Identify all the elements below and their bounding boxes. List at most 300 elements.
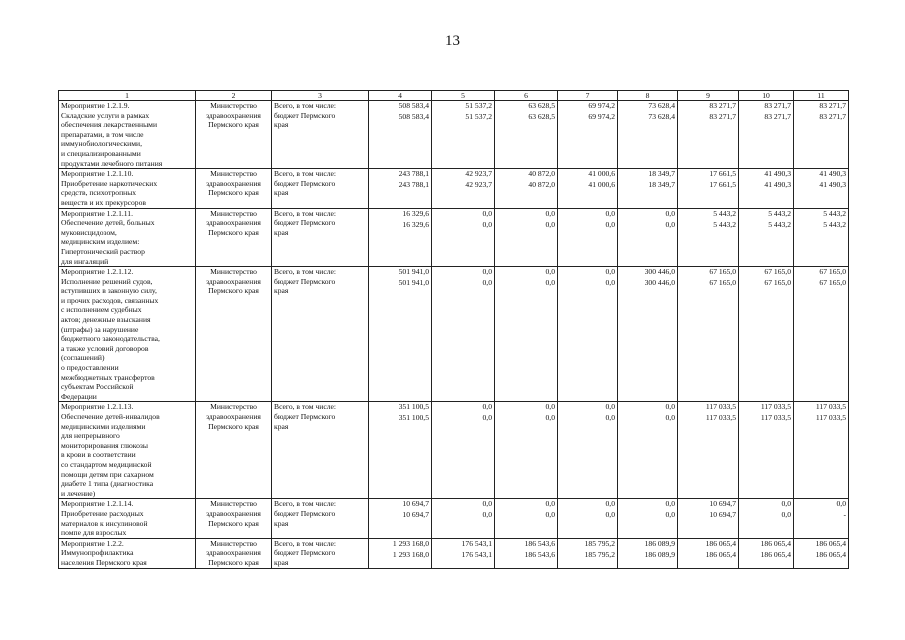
value-cell xyxy=(794,499,849,538)
value-regional-budget: 67 165,0 xyxy=(709,278,736,288)
measure-name-line: и прочих расходов, связанных xyxy=(61,295,159,305)
value-total: 5 443,2 xyxy=(713,208,736,218)
value-cell xyxy=(558,169,618,208)
value-cell xyxy=(739,538,794,568)
value-total: 73 628,4 xyxy=(648,101,675,110)
measure-name-line: средств, психотропных xyxy=(61,188,137,198)
executor-line: Пермского края xyxy=(208,557,259,567)
measure-name-line: вступивших в законную силу, xyxy=(61,286,157,296)
measure-name-line: для непрерывного xyxy=(61,431,120,441)
value-cell xyxy=(794,101,849,169)
funding-source-line: Всего, в том числе: xyxy=(274,208,336,218)
measure-name-line: и лечение) xyxy=(61,488,96,498)
value-cell xyxy=(678,499,739,538)
value-regional-budget: 41 000,6 xyxy=(588,180,615,190)
value-cell xyxy=(558,101,618,169)
value-total: 83 271,7 xyxy=(764,101,791,110)
funding-source-line: края xyxy=(274,557,289,567)
value-total: 117 033,5 xyxy=(815,402,846,412)
funding-source xyxy=(272,499,369,538)
column-header-8: 8 xyxy=(618,91,678,101)
executor-line: Министерство xyxy=(210,402,257,412)
executor-line: Пермского края xyxy=(208,227,259,237)
table-row xyxy=(59,169,849,208)
value-cell xyxy=(369,402,432,499)
header-row xyxy=(59,91,849,101)
measure-name-line: Мероприятие 1.2.1.12. xyxy=(61,267,134,277)
value-regional-budget: 63 628,5 xyxy=(528,112,555,121)
value-regional-budget: - xyxy=(843,510,846,520)
value-cell xyxy=(618,208,678,267)
value-regional-budget: 117 033,5 xyxy=(760,413,791,423)
value-regional-budget: 186 065,4 xyxy=(705,549,736,559)
value-regional-budget: 0,0 xyxy=(605,413,615,423)
value-cell xyxy=(558,402,618,499)
measure-name-line: Гипертонический раствор xyxy=(61,246,145,256)
funding-source-line: Всего, в том числе: xyxy=(274,267,336,277)
value-total: 0,0 xyxy=(482,499,492,509)
value-regional-budget: 186 543,6 xyxy=(524,549,555,559)
value-total: 185 795,2 xyxy=(584,538,615,548)
executor xyxy=(196,101,272,169)
table-row xyxy=(59,402,849,499)
value-regional-budget: 185 795,2 xyxy=(584,549,615,559)
measure-name xyxy=(59,208,196,267)
value-cell xyxy=(495,169,558,208)
value-total: 10 694,7 xyxy=(709,499,736,509)
funding-source-line: бюджет Пермского xyxy=(274,218,336,228)
value-total: 0,0 xyxy=(545,499,555,509)
measure-name-line: веществ и их прекурсоров xyxy=(61,197,146,207)
value-cell xyxy=(794,169,849,208)
measure-name-line: (соглашений) xyxy=(61,353,105,363)
value-regional-budget: 186 065,4 xyxy=(760,549,791,559)
value-total: 41 490,3 xyxy=(764,169,791,179)
value-regional-budget: 0,0 xyxy=(482,413,492,423)
value-total: 117 033,5 xyxy=(760,402,791,412)
funding-source-line: бюджет Пермского xyxy=(274,508,336,518)
column-header-7: 7 xyxy=(558,91,618,101)
funding-source xyxy=(272,101,369,169)
executor-line: Пермского края xyxy=(208,518,259,528)
measure-name-line: медицинскими изделиями xyxy=(61,421,146,431)
value-regional-budget: 117 033,5 xyxy=(815,413,846,423)
table-row xyxy=(59,538,849,568)
value-cell xyxy=(794,267,849,402)
executor xyxy=(196,267,272,402)
executor-line: здравоохранения xyxy=(206,508,261,518)
column-header-5: 5 xyxy=(432,91,495,101)
value-total: 243 788,1 xyxy=(398,169,429,179)
value-cell xyxy=(495,208,558,267)
measure-name-line: муковисцидозом, xyxy=(61,227,117,237)
value-total: 67 165,0 xyxy=(764,267,791,277)
value-total: 18 349,7 xyxy=(648,169,675,179)
measure-name-line: медицинским изделием: xyxy=(61,237,140,247)
measure-name-line: (штрафы) за нарушение xyxy=(61,324,139,334)
value-regional-budget: 0,0 xyxy=(665,219,675,229)
value-total: 0,0 xyxy=(545,402,555,412)
funding-source xyxy=(272,267,369,402)
column-header-6: 6 xyxy=(495,91,558,101)
column-header-3: 3 xyxy=(272,91,369,101)
measure-name-line: обеспечения лекарственными xyxy=(61,120,158,130)
measure-name-line: о предоставлении xyxy=(61,363,119,373)
value-regional-budget: 243 788,1 xyxy=(398,180,429,190)
value-regional-budget: 41 490,3 xyxy=(764,180,791,190)
executor-line: здравоохранения xyxy=(206,548,261,558)
table-row xyxy=(59,208,849,267)
value-total: 0,0 xyxy=(836,499,846,509)
measure-name xyxy=(59,169,196,208)
value-cell xyxy=(794,538,849,568)
value-cell xyxy=(794,208,849,267)
value-cell xyxy=(618,499,678,538)
value-regional-budget: 186 065,4 xyxy=(815,549,846,559)
executor-line: Министерство xyxy=(210,267,257,277)
value-total: 0,0 xyxy=(545,208,555,218)
value-cell xyxy=(739,101,794,169)
funding-source-line: края xyxy=(274,518,289,528)
measure-name-line: мониторирования глюкозы xyxy=(61,440,148,450)
value-cell xyxy=(369,538,432,568)
value-total: 508 583,4 xyxy=(398,101,429,110)
value-regional-budget: 508 583,4 xyxy=(398,112,429,121)
value-regional-budget: 5 443,2 xyxy=(768,219,791,229)
measure-name-line: бюджетного законодательства, xyxy=(61,334,160,344)
value-total: 0,0 xyxy=(605,402,615,412)
value-cell xyxy=(495,267,558,402)
measure-name-line: Складские услуги в рамках xyxy=(61,110,150,120)
value-cell xyxy=(618,267,678,402)
value-total: 67 165,0 xyxy=(709,267,736,277)
executor-line: Пермского края xyxy=(208,286,259,296)
value-cell xyxy=(739,169,794,208)
value-cell xyxy=(618,101,678,169)
measure-name-line: помпе для взрослых xyxy=(61,528,127,538)
value-total: 0,0 xyxy=(665,208,675,218)
executor-line: Министерство xyxy=(210,538,257,548)
value-regional-budget: 0,0 xyxy=(545,413,555,423)
funding-source xyxy=(272,402,369,499)
executor-line: Министерство xyxy=(210,499,257,509)
table-row xyxy=(59,101,849,169)
measure-name-line: помощи детям при сахарном xyxy=(61,469,154,479)
measure-name-line: актов; денежные взыскания xyxy=(61,315,151,325)
measure-name-line: с исполнением судебных xyxy=(61,305,142,315)
value-cell xyxy=(495,402,558,499)
measure-name xyxy=(59,538,196,568)
executor-line: Пермского края xyxy=(208,120,259,130)
funding-source xyxy=(272,208,369,267)
funding-source-line: края xyxy=(274,120,289,130)
value-total: 0,0 xyxy=(781,499,791,509)
measure-name-line: Мероприятие 1.2.1.9. xyxy=(61,101,130,110)
value-cell xyxy=(618,402,678,499)
value-cell xyxy=(432,402,495,499)
value-regional-budget: 10 694,7 xyxy=(709,510,736,520)
value-regional-budget: 0,0 xyxy=(482,278,492,288)
value-total: 16 329,6 xyxy=(402,208,429,218)
value-regional-budget: 42 923,7 xyxy=(465,180,492,190)
column-header-2: 2 xyxy=(196,91,272,101)
value-cell xyxy=(495,499,558,538)
value-cell xyxy=(618,538,678,568)
value-cell xyxy=(558,208,618,267)
executor xyxy=(196,208,272,267)
funding-source-line: бюджет Пермского xyxy=(274,412,336,421)
value-total: 83 271,7 xyxy=(709,101,736,110)
value-total: 186 065,4 xyxy=(760,538,791,548)
measure-name-line: Обеспечение детей, больных xyxy=(61,218,155,228)
value-cell xyxy=(369,101,432,169)
value-regional-budget: 186 089,9 xyxy=(644,549,675,559)
value-total: 0,0 xyxy=(545,267,555,277)
measure-name-line: Федерации xyxy=(61,391,97,401)
funding-source-line: Всего, в том числе: xyxy=(274,169,336,179)
value-regional-budget: 73 628,4 xyxy=(648,112,675,121)
table-body xyxy=(59,101,849,569)
measure-name xyxy=(59,267,196,402)
value-regional-budget: 117 033,5 xyxy=(705,413,736,423)
funding-source-line: края xyxy=(274,286,289,296)
funding-source-line: края xyxy=(274,421,289,431)
value-regional-budget: 83 271,7 xyxy=(709,112,736,121)
value-regional-budget: 10 694,7 xyxy=(402,510,429,520)
value-cell xyxy=(369,499,432,538)
funding-source-line: Всего, в том числе: xyxy=(274,499,336,509)
value-regional-budget: 0,0 xyxy=(545,278,555,288)
funding-source xyxy=(272,169,369,208)
value-total: 63 628,5 xyxy=(528,101,555,110)
measure-name-line: а также условий договоров xyxy=(61,343,149,353)
funding-source-line: Всего, в том числе: xyxy=(274,402,336,412)
value-cell xyxy=(739,267,794,402)
value-cell xyxy=(432,208,495,267)
executor-line: здравоохранения xyxy=(206,110,261,120)
value-regional-budget: 0,0 xyxy=(482,510,492,520)
measure-name-line: диабете 1 типа (диагностика xyxy=(61,479,154,489)
value-regional-budget: 176 543,1 xyxy=(461,549,492,559)
executor xyxy=(196,499,272,538)
value-regional-budget: 0,0 xyxy=(482,219,492,229)
value-cell xyxy=(495,538,558,568)
measure-name xyxy=(59,101,196,169)
value-cell xyxy=(794,402,849,499)
value-cell xyxy=(432,267,495,402)
measure-name-line: Мероприятие 1.2.1.11. xyxy=(61,208,133,218)
funding-source-line: бюджет Пермского xyxy=(274,178,336,188)
value-cell xyxy=(678,267,739,402)
measure-name-line: со стандартом медицинской xyxy=(61,459,152,469)
measure-name-line: продуктами лечебного питания xyxy=(61,158,163,168)
value-total: 10 694,7 xyxy=(402,499,429,509)
value-total: 0,0 xyxy=(482,402,492,412)
value-total: 67 165,0 xyxy=(819,267,846,277)
value-total: 83 271,7 xyxy=(819,101,846,110)
value-cell xyxy=(369,267,432,402)
measure-name-line: иммунобиологическими, xyxy=(61,139,142,149)
measure-name-line: Приобретение расходных xyxy=(61,508,144,518)
value-total: 0,0 xyxy=(605,267,615,277)
value-total: 42 923,7 xyxy=(465,169,492,179)
value-total: 117 033,5 xyxy=(705,402,736,412)
value-total: 186 065,4 xyxy=(815,538,846,548)
measure-name-line: материалов к инсулиновой xyxy=(61,518,148,528)
column-header-4: 4 xyxy=(369,91,432,101)
column-header-9: 9 xyxy=(678,91,739,101)
measure-name xyxy=(59,402,196,499)
measure-name-line: для ингаляций xyxy=(61,256,109,266)
value-regional-budget: 5 443,2 xyxy=(713,219,736,229)
value-total: 0,0 xyxy=(665,499,675,509)
funding-source-line: Всего, в том числе: xyxy=(274,538,336,548)
value-regional-budget: 0,0 xyxy=(781,510,791,520)
value-total: 69 974,2 xyxy=(588,101,615,110)
value-total: 0,0 xyxy=(665,402,675,412)
value-total: 5 443,2 xyxy=(823,208,846,218)
value-total: 17 661,5 xyxy=(709,169,736,179)
value-cell xyxy=(618,169,678,208)
value-cell xyxy=(739,402,794,499)
measure-name-line: населения Пермского края xyxy=(61,557,147,567)
value-cell xyxy=(678,402,739,499)
value-regional-budget: 17 661,5 xyxy=(709,180,736,190)
value-cell xyxy=(369,169,432,208)
value-total: 501 941,0 xyxy=(398,267,429,277)
value-cell xyxy=(432,538,495,568)
value-cell xyxy=(432,169,495,208)
measure-name-line: Исполнение решений судов, xyxy=(61,276,153,286)
executor-line: здравоохранения xyxy=(206,178,261,188)
value-regional-budget: 0,0 xyxy=(605,278,615,288)
measure-name-line: Иммунопрофилактика xyxy=(61,548,134,558)
value-regional-budget: 0,0 xyxy=(545,219,555,229)
value-total: 41 490,3 xyxy=(819,169,846,179)
measure-name-line: препаратами, в том числе xyxy=(61,129,144,139)
value-regional-budget: 83 271,7 xyxy=(764,112,791,121)
value-cell xyxy=(678,169,739,208)
measure-name-line: межбюджетных трансфертов xyxy=(61,372,155,382)
executor-line: Пермского края xyxy=(208,421,259,431)
measure-name-line: Обеспечение детей-инвалидов xyxy=(61,412,160,421)
value-total: 300 446,0 xyxy=(644,267,675,277)
value-cell xyxy=(495,101,558,169)
value-total: 5 443,2 xyxy=(768,208,791,218)
executor-line: здравоохранения xyxy=(206,412,261,421)
value-cell xyxy=(558,267,618,402)
value-total: 1 293 168,0 xyxy=(392,538,429,548)
value-regional-budget: 0,0 xyxy=(665,510,675,520)
executor xyxy=(196,402,272,499)
value-total: 0,0 xyxy=(605,208,615,218)
value-regional-budget: 351 100,5 xyxy=(398,413,429,423)
executor-line: Министерство xyxy=(210,101,257,110)
value-regional-budget: 69 974,2 xyxy=(588,112,615,121)
table-row xyxy=(59,499,849,538)
executor-line: здравоохранения xyxy=(206,276,261,286)
value-regional-budget: 16 329,6 xyxy=(402,219,429,229)
executor xyxy=(196,169,272,208)
value-regional-budget: 67 165,0 xyxy=(819,278,846,288)
column-header-10: 10 xyxy=(739,91,794,101)
funding-source xyxy=(272,538,369,568)
value-total: 186 065,4 xyxy=(705,538,736,548)
value-cell xyxy=(739,499,794,538)
value-cell xyxy=(558,499,618,538)
measure-name-line: и специализированными xyxy=(61,148,141,158)
funding-source-line: бюджет Пермского xyxy=(274,110,336,120)
budget-table xyxy=(58,90,849,569)
value-regional-budget: 0,0 xyxy=(545,510,555,520)
table-row xyxy=(59,267,849,402)
value-total: 351 100,5 xyxy=(398,402,429,412)
value-total: 40 872,0 xyxy=(528,169,555,179)
value-regional-budget: 501 941,0 xyxy=(398,278,429,288)
executor-line: Пермского края xyxy=(208,188,259,198)
page-number: 13 xyxy=(445,33,460,49)
executor-line: Министерство xyxy=(210,169,257,179)
value-regional-budget: 67 165,0 xyxy=(764,278,791,288)
column-header-1: 1 xyxy=(59,91,196,101)
measure-name-line: субъектам Российской xyxy=(61,382,134,392)
measure-name-line: Мероприятие 1.2.1.13. xyxy=(61,402,134,412)
value-cell xyxy=(432,499,495,538)
value-regional-budget: 300 446,0 xyxy=(644,278,675,288)
funding-source-line: края xyxy=(274,188,289,198)
executor-line: Министерство xyxy=(210,208,257,218)
value-regional-budget: 0,0 xyxy=(605,510,615,520)
value-total: 0,0 xyxy=(605,499,615,509)
measure-name-line: Приобретение наркотических xyxy=(61,178,158,188)
funding-source-line: Всего, в том числе: xyxy=(274,101,336,110)
value-total: 186 089,9 xyxy=(644,538,675,548)
measure-name-line: Мероприятие 1.2.1.14. xyxy=(61,499,134,509)
value-cell xyxy=(369,208,432,267)
value-total: 0,0 xyxy=(482,208,492,218)
measure-name xyxy=(59,499,196,538)
value-regional-budget: 1 293 168,0 xyxy=(392,549,429,559)
value-cell xyxy=(432,101,495,169)
value-regional-budget: 51 537,2 xyxy=(465,112,492,121)
value-regional-budget: 83 271,7 xyxy=(819,112,846,121)
value-total: 0,0 xyxy=(482,267,492,277)
value-regional-budget: 40 872,0 xyxy=(528,180,555,190)
value-total: 176 543,1 xyxy=(461,538,492,548)
measure-name-line: Мероприятие 1.2.2. xyxy=(61,538,124,548)
value-total: 186 543,6 xyxy=(524,538,555,548)
value-cell xyxy=(678,101,739,169)
value-total: 41 000,6 xyxy=(588,169,615,179)
value-regional-budget: 41 490,3 xyxy=(819,180,846,190)
measure-name-line: в крови в соответствии xyxy=(61,450,136,460)
value-regional-budget: 18 349,7 xyxy=(648,180,675,190)
value-regional-budget: 5 443,2 xyxy=(823,219,846,229)
funding-source-line: бюджет Пермского xyxy=(274,276,336,286)
value-cell xyxy=(678,208,739,267)
column-header-11: 11 xyxy=(794,91,849,101)
measure-name-line: Мероприятие 1.2.1.10. xyxy=(61,169,134,179)
value-cell xyxy=(678,538,739,568)
value-regional-budget: 0,0 xyxy=(665,413,675,423)
funding-source-line: края xyxy=(274,227,289,237)
funding-source-line: бюджет Пермского xyxy=(274,548,336,558)
value-total: 51 537,2 xyxy=(465,101,492,110)
value-cell xyxy=(739,208,794,267)
value-cell xyxy=(558,538,618,568)
value-regional-budget: 0,0 xyxy=(605,219,615,229)
executor xyxy=(196,538,272,568)
